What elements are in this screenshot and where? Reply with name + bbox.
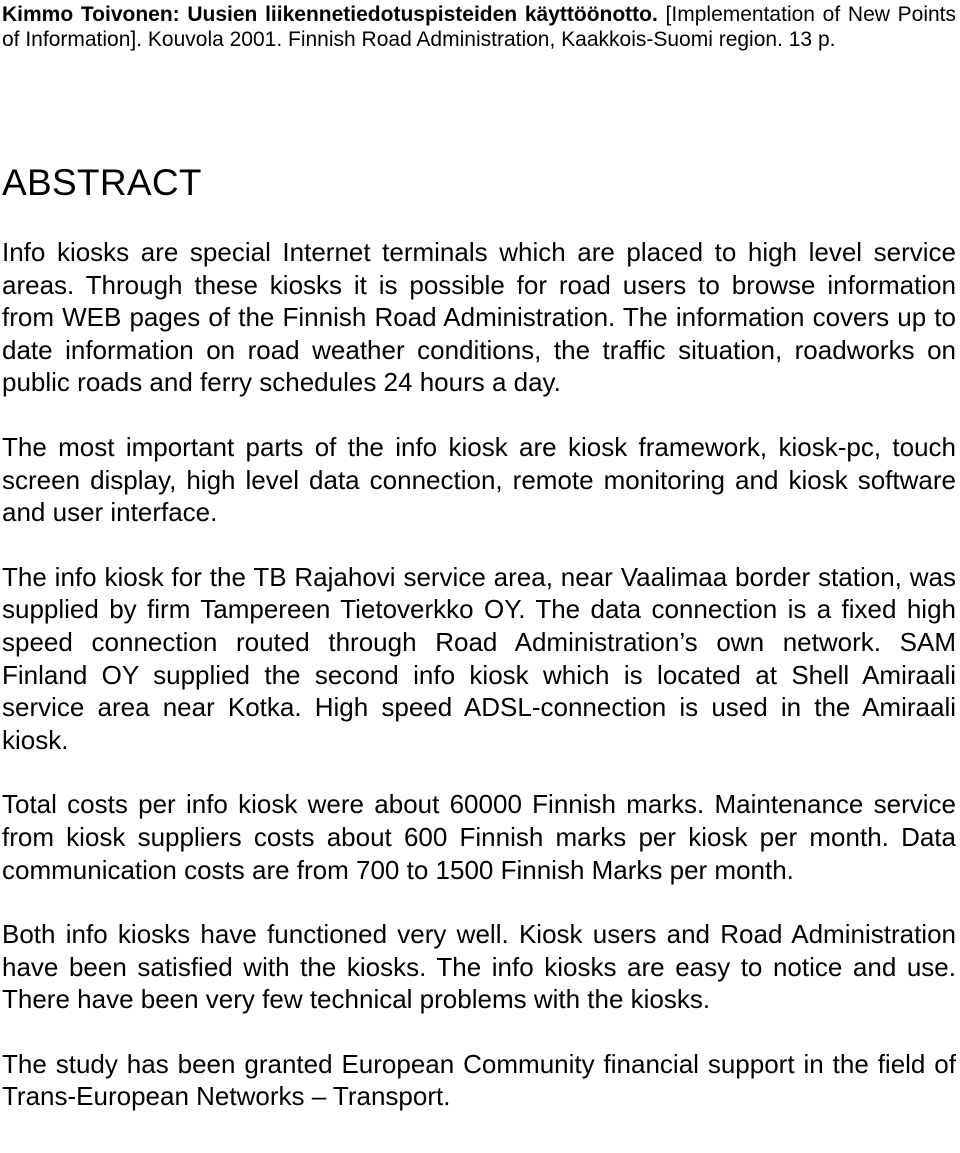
abstract-body	[2, 236, 956, 1145]
citation-details: [Implementation of New Points of Information]. Kouvola 2001. Finnish Road Administration, Kaakkois-Suomi region. 13 p.	[2, 3, 956, 51]
paragraph-funding: The study has been granted European Community financial support in the field of Trans-European Networks – Transport.	[2, 1048, 956, 1112]
abstract-heading: ABSTRACT	[2, 162, 202, 203]
paragraph-evaluation: Both info kiosks have functioned very well. Kiosk users and Road Administration have been satisfied with the kiosks. The info kiosks are easy to notice and use. There have been very few technical problems with the kiosks.	[2, 919, 956, 1015]
paragraph-costs: Total costs per info kiosk were about 60000 Finnish marks. Maintenance service from kiosk suppliers costs about 600 Finnish marks per kiosk per month. Data communication costs are from 700 to 1500 Finnish Marks per month.	[2, 789, 956, 885]
paragraph-kiosk-suppliers: The info kiosk for the TB Rajahovi service area, near Vaalimaa border station, was supplied by firm Tampereen Tietoverkko OY. The data connection is a fixed high speed connection routed through Road Administration’s own network. SAM Finland OY supplied the second info kiosk which is located at Shell Amiraali service area near Kotka. High speed ADSL-connection is used in the Amiraali kiosk.	[2, 561, 956, 755]
bibliographic-citation	[2, 0, 956, 52]
document-page	[2, 0, 956, 1112]
citation-title: Kimmo Toivonen: Uusien liikennetiedotuspisteiden käyttöönotto.	[2, 3, 658, 26]
paragraph-info-kiosks: Info kiosks are special Internet terminals which are placed to high level service areas. Through these kiosks it is possible for road users to browse information from WEB pages of the Finnish Road Administration. The information covers up to date information on road weather conditions, the traffic situation, roadworks on public roads and ferry schedules 24 hours a day.	[2, 237, 956, 398]
paragraph-kiosk-parts: The most important parts of the info kiosk are kiosk framework, kiosk-pc, touch screen display, high level data connection, remote monitoring and kiosk software and user interface.	[2, 431, 956, 528]
